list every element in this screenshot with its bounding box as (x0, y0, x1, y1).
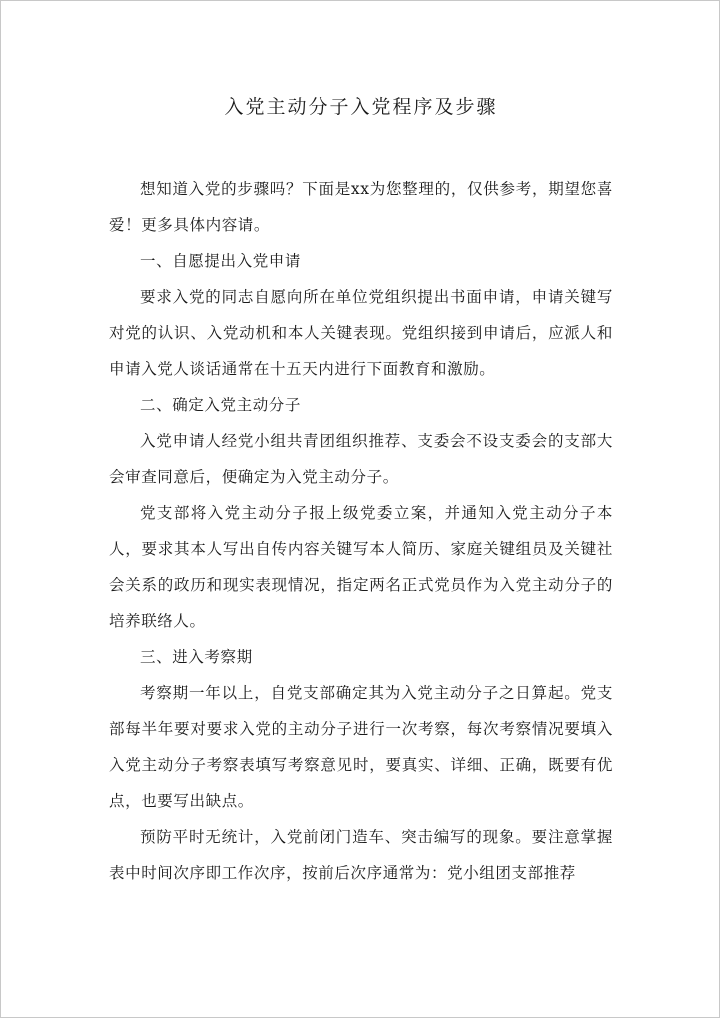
body-paragraph: 入党申请人经党小组共青团组织推荐、支委会不设支委会的支部大会审查同意后，便确定为入党主动分子。 (109, 432, 613, 486)
document-title: 入党主动分子入党程序及步骤 (224, 96, 498, 118)
section-heading-3: 三、进入考察期 (140, 648, 253, 666)
section-heading-1: 一、自愿提出入党申请 (140, 252, 302, 270)
body-paragraph: 党支部将入党主动分子报上级党委立案，并通知入党主动分子本人，要求其本人写出自传内容关键写本人简历、家庭关键组员及关键社会关系的政历和现实表现情况，指定两名正式党员作为入党主动分子的培养联络人。 (109, 504, 613, 630)
body-paragraph: 考察期一年以上，自党支部确定其为入党主动分子之日算起。党支部每半年要对要求入党的主动分子进行一次考察，每次考察情况要填入入党主动分子考察表填写考察意见时，要真实、详细、正确，既要有优点，也要写出缺点。 (109, 684, 613, 810)
document-body (109, 89, 613, 891)
body-paragraph: 预防平时无统计，入党前闭门造车、突击编写的现象。要注意掌握表中时间次序即工作次序，按前后次序通常为：党小组团支部推荐 (109, 828, 613, 882)
body-paragraph: 要求入党的同志自愿向所在单位党组织提出书面申请，申请关键写对党的认识、入党动机和本人关键表现。党组织接到申请后，应派人和申请入党人谈话通常在十五天内进行下面教育和激励。 (109, 288, 613, 378)
intro-paragraph: 想知道入党的步骤吗？下面是xx为您整理的，仅供参考，期望您喜爱！更多具体内容请。 (109, 180, 613, 234)
section-heading-2: 二、确定入党主动分子 (140, 396, 302, 414)
